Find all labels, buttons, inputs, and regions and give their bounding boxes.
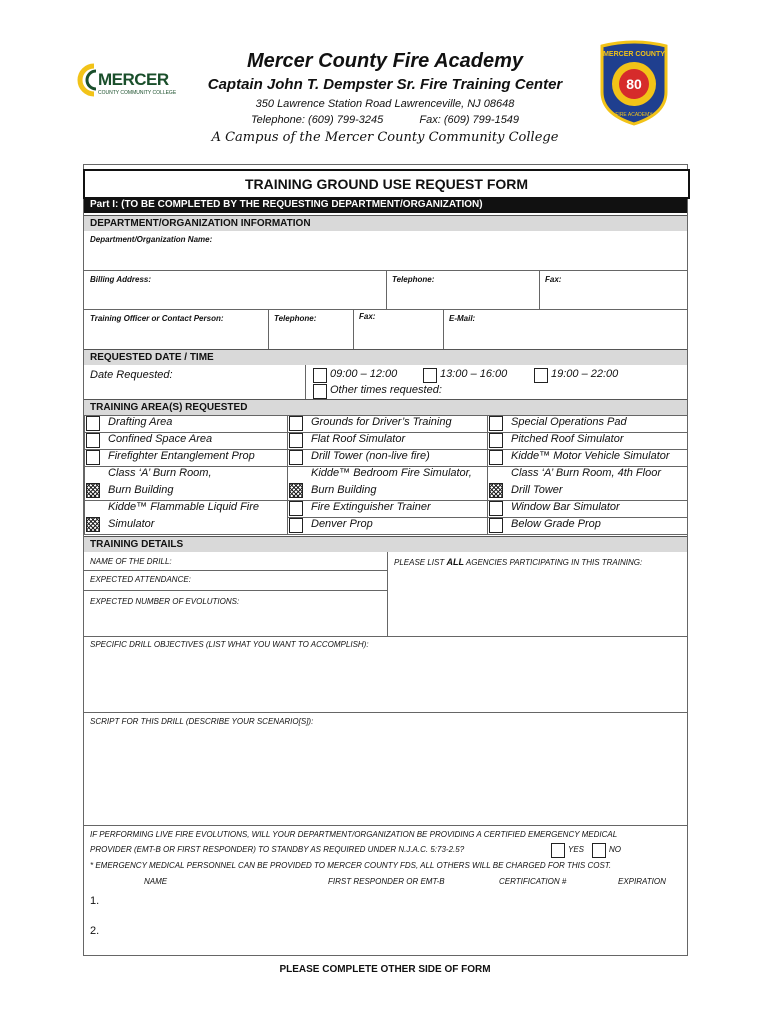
attendance-field[interactable] — [84, 571, 387, 590]
training-area-checkbox[interactable] — [289, 518, 303, 533]
training-area-checkbox[interactable] — [289, 416, 303, 431]
agencies-label-a: PLEASE LIST — [394, 558, 447, 567]
training-area-label: Class ‘A’ Burn Room, — [108, 467, 212, 479]
other-times-checkbox[interactable] — [313, 384, 327, 399]
dept-section-header — [84, 215, 687, 231]
time-checkbox-1[interactable] — [313, 368, 327, 383]
page-title: Mercer County Fire Academy — [246, 50, 523, 72]
dept-name-field[interactable] — [84, 231, 687, 270]
areas-section-text: TRAINING AREA(S) REQUESTED — [90, 402, 248, 413]
live-fire-text-1: IF PERFORMING LIVE FIRE EVOLUTIONS, WILL YOUR DEPARTMENT/ORGANIZATION BE PROVIDING A CERTIFIED EMERGENCY MEDICAL — [90, 830, 618, 839]
date-section-header — [84, 349, 687, 365]
contact-field[interactable] — [84, 310, 268, 349]
time-checkbox-2[interactable] — [423, 368, 437, 383]
training-area-label: Kidde™ Motor Vehicle Simulator — [511, 450, 670, 462]
form-title: TRAINING GROUND USE REQUEST FORM — [83, 169, 690, 199]
live-fire-text-3: * EMERGENCY MEDICAL PERSONNEL CAN BE PROVIDED TO MERCER COUNTY FDS, ALL OTHERS WILL BE CHARGED FOR THIS COST. — [90, 861, 612, 870]
col-expiration: EXPIRATION — [618, 877, 666, 886]
training-area-checkbox[interactable] — [489, 433, 503, 448]
time-label-1: 09:00 – 12:00 — [330, 368, 398, 380]
dept-name-label: Department/Organization Name: — [90, 235, 213, 244]
request-form — [83, 164, 688, 956]
responder-row-1[interactable] — [104, 891, 684, 911]
training-area-checkbox[interactable] — [289, 433, 303, 448]
script-field[interactable] — [84, 729, 687, 825]
college-logo-subtext: COUNTY COMMUNITY COLLEGE — [98, 90, 177, 96]
details-section-header — [84, 536, 687, 552]
training-area-checkbox[interactable] — [489, 416, 503, 431]
training-area-label: Kidde™ Flammable Liquid Fire — [108, 501, 260, 513]
patch-bottom-text: FIRE ACADEMY — [615, 112, 653, 118]
training-area-label: Special Operations Pad — [511, 416, 627, 428]
training-area-label: Pitched Roof Simulator — [511, 433, 624, 445]
fax-label: Fax: — [545, 275, 562, 284]
training-area-checkbox[interactable] — [489, 483, 503, 498]
training-area-checkbox[interactable] — [86, 433, 100, 448]
live-fire-text-2: PROVIDER (EMT-B OR FIRST RESPONDER) TO STANDBY AS REQUIRED UNDER N.J.A.C. 5:73-2.5? — [90, 845, 465, 854]
part1-text: Part I: (TO BE COMPLETED BY THE REQUESTING DEPARTMENT/ORGANIZATION) — [90, 199, 483, 210]
no-checkbox[interactable] — [592, 843, 606, 858]
training-area-checkbox[interactable] — [489, 501, 503, 516]
attendance-label: EXPECTED ATTENDANCE: — [90, 575, 191, 584]
col-name: NAME — [144, 877, 168, 886]
page-subtitle: Captain John T. Dempster Sr. Fire Training Center — [207, 76, 563, 93]
training-area-checkbox[interactable] — [86, 483, 100, 498]
training-area-checkbox[interactable] — [289, 450, 303, 465]
training-area-label-line2: Burn Building — [311, 484, 377, 496]
contact-fax-label: Fax: — [359, 312, 376, 321]
time-label-2: 13:00 – 16:00 — [440, 368, 508, 380]
billing-field[interactable] — [84, 271, 386, 309]
part1-bar — [84, 197, 687, 213]
other-times-label: Other times requested: — [330, 384, 442, 396]
training-area-label: Below Grade Prop — [511, 518, 601, 530]
agencies-label-c: AGENCIES PARTICIPATING IN THIS TRAINING: — [463, 558, 643, 567]
fire-academy-patch — [598, 40, 670, 126]
training-area-label: Kidde™ Bedroom Fire Simulator, — [311, 467, 472, 479]
training-area-label-line2: Burn Building — [108, 484, 174, 496]
training-area-label: Denver Prop — [311, 518, 373, 530]
contact-phone-label: Telephone: — [274, 314, 317, 323]
training-area-label: Fire Extinguisher Trainer — [311, 501, 431, 513]
areas-section-header — [84, 399, 687, 415]
training-area-label: Grounds for Driver’s Training — [311, 416, 452, 428]
telephone-label: Telephone: — [392, 275, 435, 284]
email-field[interactable] — [444, 310, 687, 349]
drill-name-field[interactable] — [84, 552, 387, 570]
dept-section-text: DEPARTMENT/ORGANIZATION INFORMATION — [90, 218, 311, 229]
contact-label: Training Officer or Contact Person: — [90, 314, 224, 323]
training-area-checkbox[interactable] — [86, 517, 100, 532]
phone: Telephone: (609) 799-3245 — [250, 114, 384, 126]
yes-checkbox[interactable] — [551, 843, 565, 858]
address: 350 Lawrence Station Road Lawrenceville, NJ 08648 — [255, 98, 515, 110]
row-2-label: 2. — [90, 925, 100, 937]
training-area-label: Drafting Area — [108, 416, 173, 428]
time-label-3: 19:00 – 22:00 — [551, 368, 619, 380]
yes-label: YES — [568, 845, 585, 854]
date-label: Date Requested: — [90, 369, 173, 381]
training-area-checkbox[interactable] — [489, 450, 503, 465]
evolutions-label: EXPECTED NUMBER OF EVOLUTIONS: — [90, 597, 240, 606]
training-area-label: Firefighter Entanglement Prop — [108, 450, 255, 462]
contact-phone-field[interactable] — [269, 310, 353, 349]
details-section-text: TRAINING DETAILS — [90, 539, 184, 550]
evolutions-field[interactable] — [84, 591, 387, 636]
college-logo-text: MERCER — [98, 70, 169, 89]
training-area-label: Window Bar Simulator — [511, 501, 620, 513]
training-area-label: Drill Tower (non-live fire) — [311, 450, 430, 462]
training-area-label: Flat Roof Simulator — [311, 433, 406, 445]
objectives-label: SPECIFIC DRILL OBJECTIVES (LIST WHAT YOU WANT TO ACCOMPLISH): — [90, 640, 369, 649]
patch-top-text: MERCER COUNTY — [603, 51, 665, 58]
script-label: SCRIPT FOR THIS DRILL (DESCRIBE YOUR SCENARIO[S]): — [90, 717, 314, 726]
training-area-label: Class ‘A’ Burn Room, 4th Floor — [511, 467, 661, 479]
col-certification: CERTIFICATION # — [499, 877, 567, 886]
training-area-checkbox[interactable] — [86, 450, 100, 465]
agencies-label-all: ALL — [446, 557, 464, 567]
responder-row-2[interactable] — [104, 921, 684, 941]
training-area-label: Confined Space Area — [108, 433, 213, 445]
training-area-checkbox[interactable] — [289, 483, 303, 498]
billing-label: Billing Address: — [90, 275, 152, 284]
col-first-responder: FIRST RESPONDER OR EMT-B — [328, 877, 445, 886]
drill-name-label: NAME OF THE DRILL: — [90, 557, 172, 566]
training-area-checkbox[interactable] — [489, 518, 503, 533]
footer-note: PLEASE COMPLETE OTHER SIDE OF FORM — [279, 964, 491, 975]
campus-line: A Campus of the Mercer County Community College — [211, 130, 559, 145]
agencies-field[interactable] — [388, 565, 687, 636]
contact-fax-field[interactable] — [354, 310, 443, 349]
time-checkbox-3[interactable] — [534, 368, 548, 383]
row-1-label: 1. — [90, 895, 100, 907]
date-section-text: REQUESTED DATE / TIME — [90, 352, 214, 363]
fax: Fax: (609) 799-1549 — [419, 114, 520, 126]
objectives-field[interactable] — [84, 652, 687, 712]
training-area-checkbox[interactable] — [86, 416, 100, 431]
patch-number: 80 — [626, 76, 642, 92]
email-label: E-Mail: — [449, 314, 476, 323]
training-area-checkbox[interactable] — [289, 501, 303, 516]
training-area-label-line2: Simulator — [108, 518, 155, 530]
training-area-label-line2: Drill Tower — [511, 484, 563, 496]
telephone-field[interactable] — [387, 271, 539, 309]
no-label: NO — [609, 845, 621, 854]
fax-field[interactable] — [540, 271, 687, 309]
